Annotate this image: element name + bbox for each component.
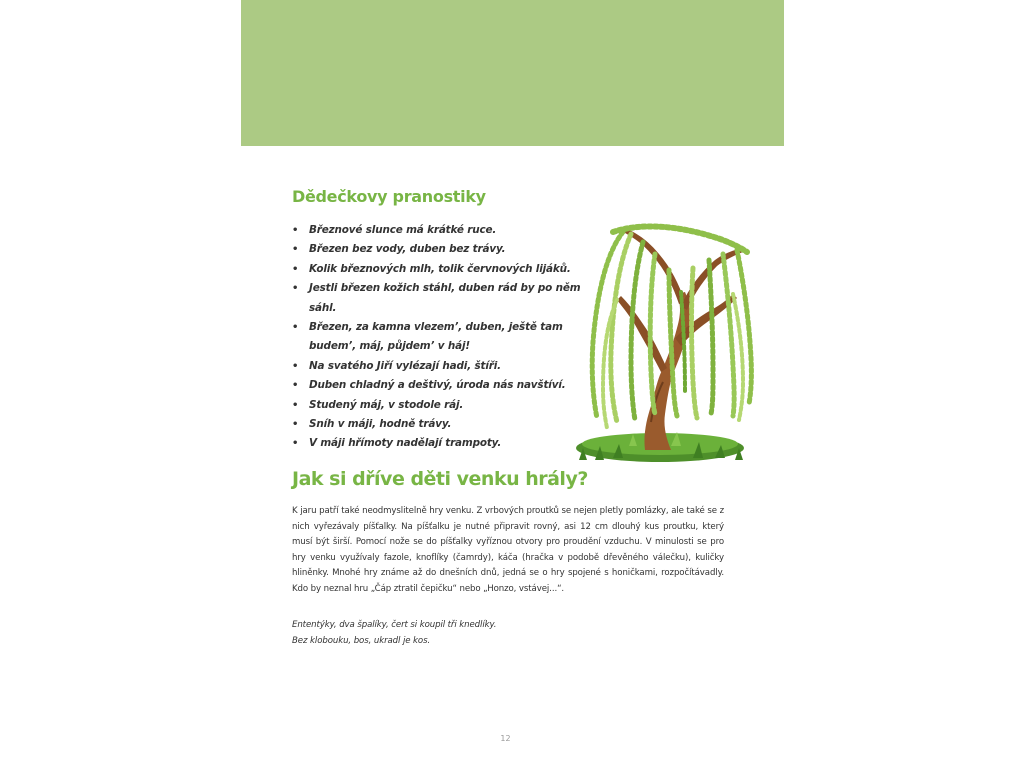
bullet-icon: • [292, 244, 299, 256]
proverb-text: Březen, za kamna vlezem’, duben, ještě tam budem’, máj, půjdem’ v háj! [309, 321, 563, 353]
body-paragraph: K jaru patří také neodmyslitelně hry venku. Z vrbových proutků se nejen pletly pomlázky, ale také se z nich vyřezávaly píšťalky. Na píšťalku je nutné připravit rovný, asi 12 cm dlouhý kus proutku, který musí být širší. Pomocí nože se do píšťalky vyříznou otvory pro proudění vzduchu. V minulosti se pro hry venku využívaly fazole, knoflíky (čamrdy), káča (hračka v podobě dřevěného válečku), kuličky hliněnky. Mnohé hry známe až do dnešních dnů, jedná se o hry spojené s honičkami, rozpočítávadly. Kdo by neznal hru „Čáp ztratil čepičku“ nebo „Honzo, vstávej...“. [292, 506, 724, 594]
section-heading-proverbs: Dědečkovy pranostiky [292, 187, 486, 206]
bullet-icon: • [292, 322, 299, 334]
section-heading-outdoor-games: Jak si dříve děti venku hrály? [292, 468, 588, 490]
weeping-willow-tree-illustration [573, 222, 757, 474]
proverb-text: V máji hřímoty nadělají trampoty. [309, 437, 502, 450]
proverb-list [292, 221, 582, 454]
proverb-text: Jestli březen kožich stáhl, duben rád by po něm sáhl. [309, 282, 581, 314]
bullet-icon: • [292, 419, 299, 431]
proverb-text: Na svatého Jiří vylézají hadi, štíři. [309, 359, 501, 372]
bullet-icon: • [292, 225, 299, 236]
list-item [292, 260, 582, 279]
rhyme-line: Ententýky, dva špalíky, čert si koupil tři knedlíky. [292, 620, 497, 630]
proverb-text: Sníh v máji, hodně trávy. [309, 418, 452, 431]
counting-rhyme [292, 618, 722, 649]
list-item [292, 318, 582, 357]
proverb-text: Duben chladný a deštivý, úroda nás navštíví. [309, 379, 566, 392]
header-color-band [241, 0, 784, 146]
list-item [292, 415, 582, 434]
bullet-icon: • [292, 283, 299, 295]
list-item [292, 434, 582, 453]
list-item [292, 376, 582, 395]
booklet-page [241, 0, 784, 768]
list-item [292, 240, 582, 259]
proverb-text: Kolik březnových mlh, tolik červnových lijáků. [309, 262, 571, 275]
bullet-icon: • [292, 263, 299, 275]
rhyme-line: Bez klobouku, bos, ukradl je kos. [292, 635, 431, 646]
bullet-icon: • [292, 380, 299, 392]
list-item [292, 279, 582, 318]
bullet-icon: • [292, 399, 299, 411]
page-number: 12 [500, 734, 511, 743]
proverb-text: Studený máj, v stodole ráj. [309, 398, 464, 411]
bullet-icon: • [292, 438, 299, 450]
list-item [292, 221, 582, 240]
list-item [292, 396, 582, 415]
list-item [292, 357, 582, 376]
proverb-text: Březen bez vody, duben bez trávy. [309, 243, 506, 256]
bullet-icon: • [292, 360, 299, 372]
proverb-text: Březnové slunce má krátké ruce. [309, 224, 497, 236]
